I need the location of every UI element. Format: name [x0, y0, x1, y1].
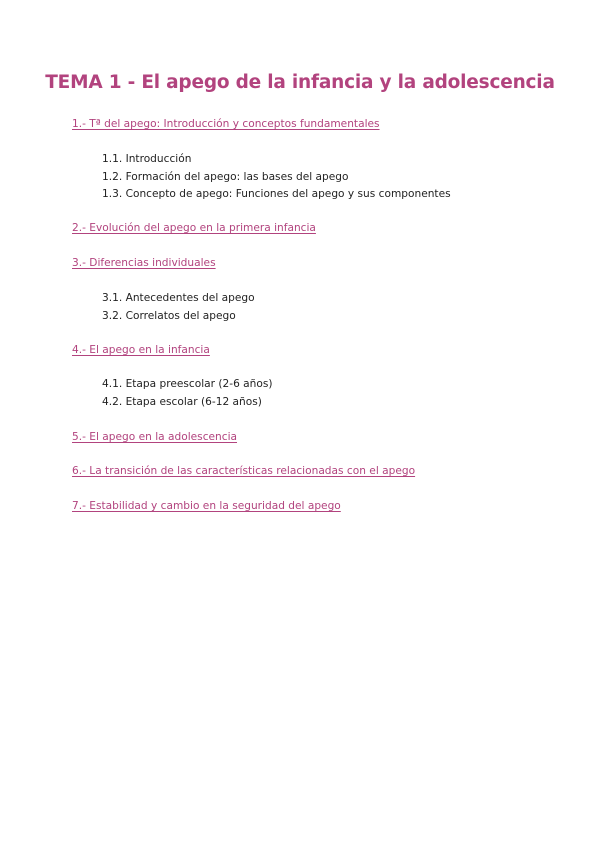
toc-section-1-link[interactable]: 1.- Tª del apego: Introducción y conceptos fundamentales	[72, 118, 380, 130]
page-title: TEMA 1 - El apego de la infancia y la adolescencia	[45, 72, 555, 93]
toc-subsection-3-1: 3.1. Antecedentes del apego	[102, 292, 255, 304]
toc-subsection-4-2: 4.2. Etapa escolar (6-12 años)	[102, 395, 262, 408]
toc-section-5-link[interactable]: 5.- El apego en la adolescencia	[72, 431, 238, 443]
toc-section-6-link[interactable]: 6.- La transición de las características relacionadas con el apego	[72, 465, 416, 477]
toc-section-1-subsections	[72, 151, 451, 204]
toc-subsection-3-2: 3.2. Correlatos del apego	[102, 309, 236, 322]
toc-subsection-1-2: 1.2. Formación del apego: las bases del apego	[102, 170, 349, 183]
toc-section-4-subsections	[72, 376, 273, 411]
toc-section-3-link[interactable]: 3.- Diferencias individuales	[72, 257, 216, 269]
toc-subsection-1-1: 1.1. Introducción	[102, 153, 192, 165]
toc-subsection-1-3: 1.3. Concepto de apego: Funciones del apego y sus componentes	[102, 188, 451, 200]
toc-section-7-link[interactable]: 7.- Estabilidad y cambio en la seguridad del apego	[72, 500, 341, 512]
toc-subsection-4-1: 4.1. Etapa preescolar (2-6 años)	[102, 378, 273, 390]
toc-section-4-link[interactable]: 4.- El apego en la infancia	[72, 344, 210, 356]
toc-section-3-subsections	[72, 290, 255, 325]
toc-section-2-link[interactable]: 2.- Evolución del apego en la primera infancia	[72, 222, 316, 234]
